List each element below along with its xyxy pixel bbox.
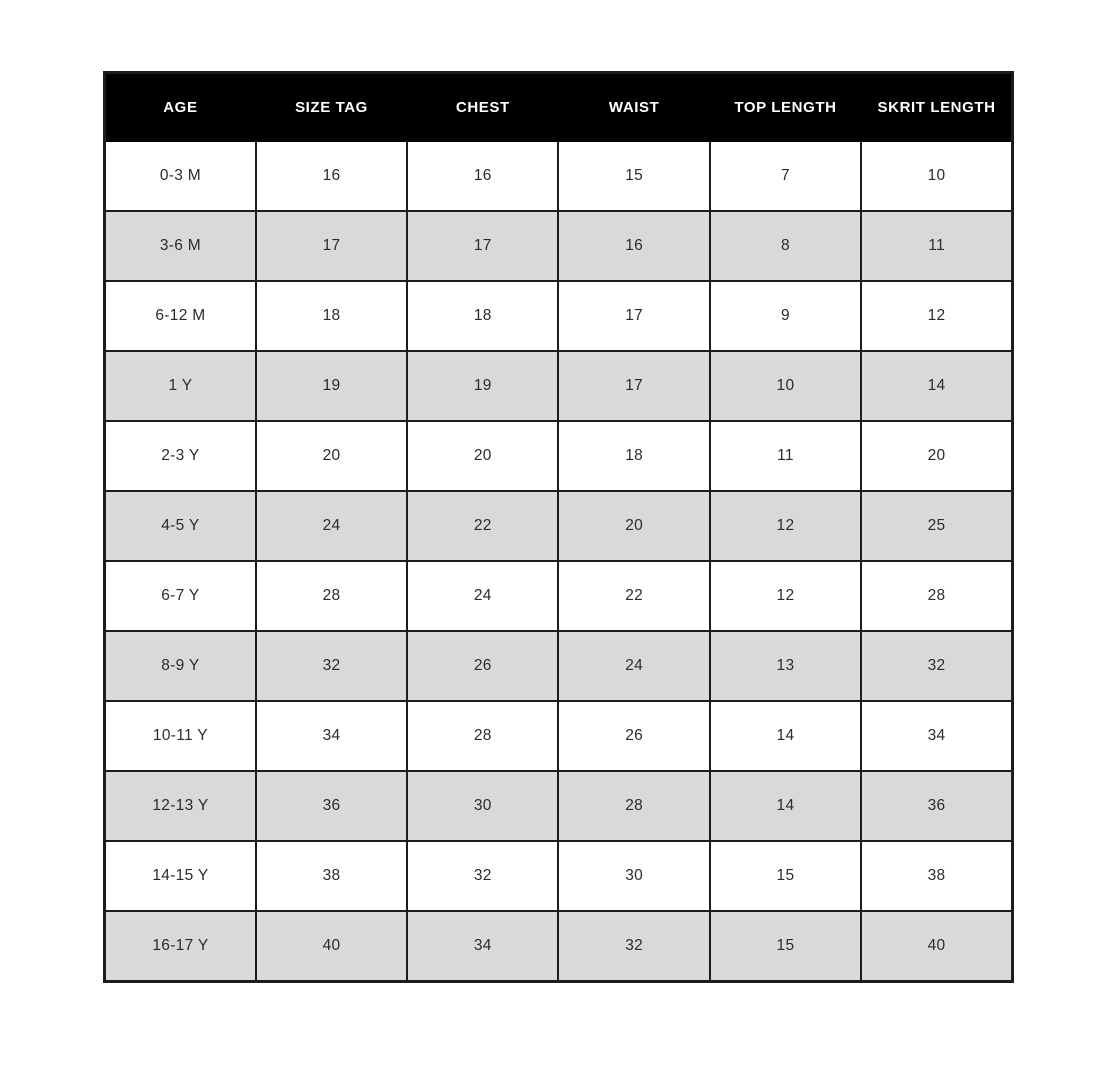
table-cell: 16-17 Y [105, 911, 256, 982]
table-row [105, 631, 1013, 701]
table-cell: 20 [256, 421, 407, 491]
table-cell: 26 [558, 701, 709, 771]
header-cell: TOP LENGTH [710, 73, 861, 142]
table-cell: 16 [558, 211, 709, 281]
table-cell: 20 [407, 421, 558, 491]
header-cell: SKRIT LENGTH [861, 73, 1012, 142]
table-cell: 4-5 Y [105, 491, 256, 561]
header-cell: CHEST [407, 73, 558, 142]
table-cell: 12 [861, 281, 1012, 351]
table-row [105, 421, 1013, 491]
table-cell: 14 [710, 771, 861, 841]
header-cell: SIZE TAG [256, 73, 407, 142]
table-cell: 3-6 M [105, 211, 256, 281]
table-cell: 36 [861, 771, 1012, 841]
table-cell: 15 [710, 841, 861, 911]
table-cell: 12 [710, 491, 861, 561]
table-cell: 8 [710, 211, 861, 281]
table-cell: 30 [407, 771, 558, 841]
table-row [105, 491, 1013, 561]
table-row [105, 141, 1013, 211]
table-cell: 18 [558, 421, 709, 491]
table-cell: 0-3 M [105, 141, 256, 211]
table-cell: 25 [861, 491, 1012, 561]
size-table-body [105, 141, 1013, 982]
table-cell: 20 [861, 421, 1012, 491]
table-cell: 17 [558, 281, 709, 351]
table-cell: 16 [407, 141, 558, 211]
table-cell: 22 [407, 491, 558, 561]
table-row [105, 841, 1013, 911]
table-cell: 30 [558, 841, 709, 911]
table-cell: 19 [256, 351, 407, 421]
table-cell: 26 [407, 631, 558, 701]
table-cell: 19 [407, 351, 558, 421]
table-row [105, 211, 1013, 281]
table-cell: 32 [407, 841, 558, 911]
table-cell: 10-11 Y [105, 701, 256, 771]
table-cell: 34 [407, 911, 558, 982]
table-cell: 34 [256, 701, 407, 771]
table-row [105, 351, 1013, 421]
table-cell: 20 [558, 491, 709, 561]
table-cell: 17 [256, 211, 407, 281]
table-cell: 24 [407, 561, 558, 631]
size-table-header [105, 73, 1013, 142]
table-cell: 28 [256, 561, 407, 631]
table-cell: 2-3 Y [105, 421, 256, 491]
table-cell: 18 [407, 281, 558, 351]
table-cell: 15 [558, 141, 709, 211]
table-row [105, 911, 1013, 982]
table-cell: 6-12 M [105, 281, 256, 351]
table-row [105, 771, 1013, 841]
table-cell: 7 [710, 141, 861, 211]
table-cell: 10 [861, 141, 1012, 211]
table-cell: 12-13 Y [105, 771, 256, 841]
size-table-header-row [105, 73, 1013, 142]
table-cell: 6-7 Y [105, 561, 256, 631]
table-cell: 38 [861, 841, 1012, 911]
table-cell: 13 [710, 631, 861, 701]
table-cell: 28 [407, 701, 558, 771]
table-cell: 14 [861, 351, 1012, 421]
table-cell: 34 [861, 701, 1012, 771]
table-cell: 8-9 Y [105, 631, 256, 701]
table-row [105, 281, 1013, 351]
table-cell: 24 [558, 631, 709, 701]
table-cell: 28 [558, 771, 709, 841]
table-row [105, 701, 1013, 771]
header-cell: AGE [105, 73, 256, 142]
table-cell: 10 [710, 351, 861, 421]
table-cell: 16 [256, 141, 407, 211]
size-chart-table [103, 71, 1014, 983]
table-cell: 36 [256, 771, 407, 841]
table-cell: 1 Y [105, 351, 256, 421]
table-cell: 22 [558, 561, 709, 631]
table-cell: 9 [710, 281, 861, 351]
table-cell: 40 [861, 911, 1012, 982]
table-row [105, 561, 1013, 631]
table-cell: 32 [558, 911, 709, 982]
table-cell: 28 [861, 561, 1012, 631]
table-cell: 38 [256, 841, 407, 911]
table-cell: 24 [256, 491, 407, 561]
table-cell: 14 [710, 701, 861, 771]
table-cell: 32 [861, 631, 1012, 701]
table-cell: 11 [710, 421, 861, 491]
table-cell: 14-15 Y [105, 841, 256, 911]
table-cell: 15 [710, 911, 861, 982]
table-cell: 32 [256, 631, 407, 701]
table-cell: 17 [407, 211, 558, 281]
table-cell: 18 [256, 281, 407, 351]
table-cell: 11 [861, 211, 1012, 281]
table-cell: 12 [710, 561, 861, 631]
table-cell: 17 [558, 351, 709, 421]
table-cell: 40 [256, 911, 407, 982]
header-cell: WAIST [558, 73, 709, 142]
